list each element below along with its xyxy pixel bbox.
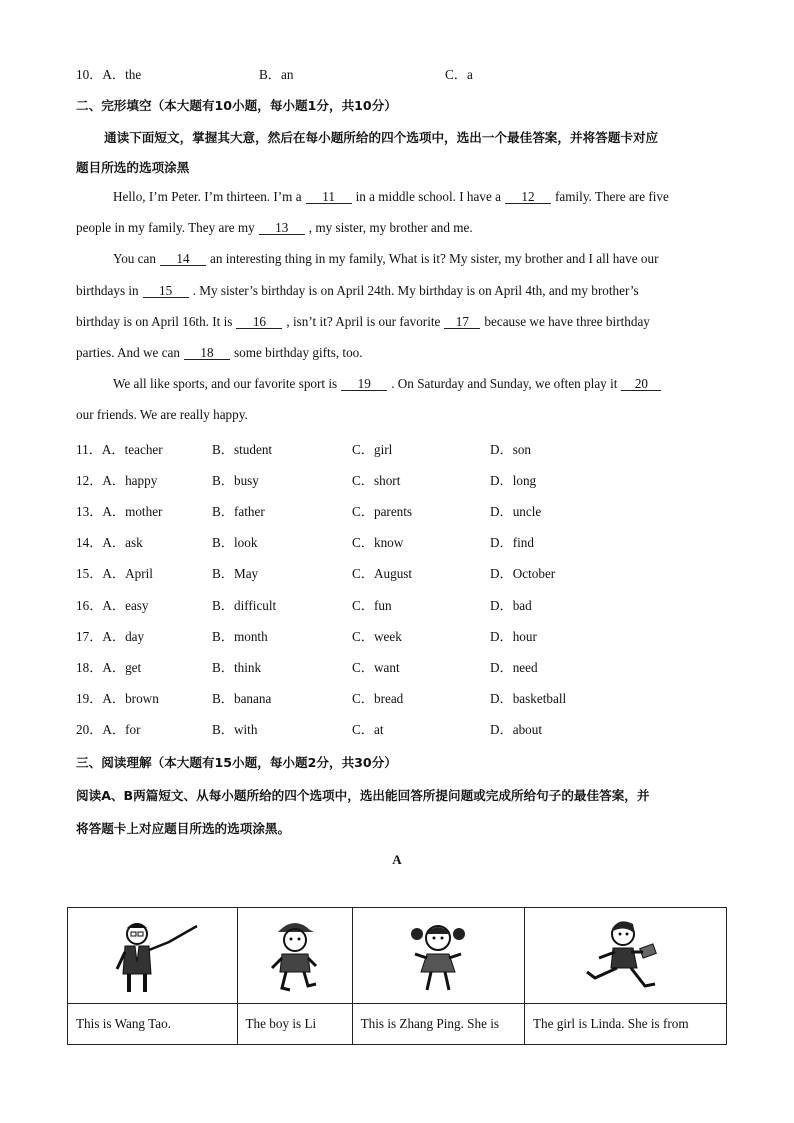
section-3-instruction-line2: 将答题卡上对应题目所选的选项涂黑。 — [76, 821, 291, 836]
picture-table — [67, 907, 727, 1045]
option-c: C．know — [352, 535, 404, 550]
passage-line: We all like sports, and our favorite sport is 19 . On Saturday and Sunday, we often play it 20 — [113, 376, 665, 392]
passage-a-title: A — [392, 852, 402, 867]
option-b: B．month — [212, 629, 268, 644]
question-number: 10．A．the — [76, 67, 142, 82]
option-b: B．look — [212, 535, 258, 550]
option-c: C．bread — [352, 691, 404, 706]
option-c: C．want — [352, 660, 400, 675]
option-c: C．a — [445, 67, 473, 82]
passage-line: parties. And we can 18 some birthday gifts, too. — [76, 345, 363, 360]
option-c: C．August — [352, 566, 413, 581]
option-row — [0, 439, 794, 459]
caption-cell: This is Wang Tao. — [68, 1004, 238, 1045]
blank-18: 18 — [184, 346, 230, 360]
blank-11: 11 — [306, 190, 352, 204]
option-c: C．girl — [352, 442, 393, 457]
section-2-instruction-line2: 题目所选的选项涂黑 — [76, 160, 190, 175]
option-a: 11．A．teacher — [76, 442, 163, 457]
section-3-instruction-line1: 阅读A、B两篇短文、从每小题所给的四个选项中，选出能回答所提问题或完成所给句子的最佳答案，并 — [76, 788, 650, 803]
option-a: 12．A．happy — [76, 473, 158, 488]
caption-cell: The boy is Li — [237, 1004, 352, 1045]
blank-12: 12 — [505, 190, 551, 204]
blank-19: 19 — [341, 377, 387, 391]
option-b: B．with — [212, 722, 258, 737]
option-b: B．student — [212, 442, 273, 457]
option-b: B．father — [212, 504, 265, 519]
passage-line: people in my family. They are my 13 , my sister, my brother and me. — [76, 220, 473, 235]
option-b: B．busy — [212, 473, 259, 488]
blank-16: 16 — [236, 315, 282, 329]
option-c: C．at — [352, 722, 384, 737]
passage-line: birthdays in 15 . My sister’s birthday is on April 24th. My birthday is on April 4th, and my brother’s — [76, 283, 639, 298]
blank-14: 14 — [160, 252, 206, 266]
option-d: D．son — [490, 442, 532, 457]
option-b: B．difficult — [212, 598, 277, 613]
passage-line: Hello, I’m Peter. I’m thirteen. I’m a 11 in a middle school. I have a 12 family. There are five — [113, 189, 669, 204]
passage-line: birthday is on April 16th. It is 16 , isn’t it? April is our favorite 17 because we have three birthday — [76, 314, 650, 329]
option-a: 20．A．for — [76, 722, 141, 737]
picture-cell — [352, 908, 524, 1004]
option-row — [0, 595, 794, 615]
option-row — [0, 532, 794, 552]
option-b: B．May — [212, 566, 259, 581]
option-d: D．find — [490, 535, 534, 550]
caption-cell: The girl is Linda. She is from — [524, 1004, 726, 1045]
option-a: 14．A．ask — [76, 535, 143, 550]
option-row — [0, 501, 794, 521]
passage-line: our friends. We are really happy. — [76, 407, 248, 422]
option-a: 19．A．brown — [76, 691, 159, 706]
option-row — [0, 719, 794, 739]
option-row — [0, 470, 794, 490]
option-a: 18．A．get — [76, 660, 142, 675]
option-c: C．fun — [352, 598, 392, 613]
option-d: D．long — [490, 473, 537, 488]
option-row — [0, 563, 794, 583]
option-a: 16．A．easy — [76, 598, 149, 613]
boy-with-cap-icon — [260, 914, 330, 994]
option-c: C．short — [352, 473, 401, 488]
option-row — [0, 657, 794, 677]
option-d: D．about — [490, 722, 543, 737]
picture-cell — [237, 908, 352, 1004]
caption-cell: This is Zhang Ping. She is — [352, 1004, 524, 1045]
option-d: D．need — [490, 660, 538, 675]
option-a: 17．A．day — [76, 629, 145, 644]
picture-cell — [68, 908, 238, 1004]
blank-20: 20 — [621, 377, 661, 391]
option-d: D．October — [490, 566, 556, 581]
section-2-heading: 二、完形填空（本大题有10小题，每小题1分，共10分） — [76, 98, 397, 113]
option-c: C．week — [352, 629, 402, 644]
girl-with-pigtails-icon — [393, 914, 483, 994]
blank-13: 13 — [259, 221, 305, 235]
option-d: D．basketball — [490, 691, 567, 706]
picture-cell — [524, 908, 726, 1004]
blank-15: 15 — [143, 284, 189, 298]
option-a: 13．A．mother — [76, 504, 163, 519]
option-row — [0, 626, 794, 646]
blank-17: 17 — [444, 315, 480, 329]
option-d: D．uncle — [490, 504, 542, 519]
option-b: B．an — [259, 67, 294, 82]
option-b: B．banana — [212, 691, 272, 706]
section-2-instruction-line1: 通读下面短文，掌握其大意，然后在每小题所给的四个选项中，选出一个最佳答案，并将答题卡对应 — [104, 130, 659, 145]
teacher-pointing-icon — [97, 914, 207, 994]
passage-line: You can 14 an interesting thing in my family, What is it? My sister, my brother and I all have our — [113, 251, 659, 266]
option-row — [0, 688, 794, 708]
section-3-heading: 三、阅读理解（本大题有15小题，每小题2分，共30分） — [76, 755, 397, 770]
option-d: D．bad — [490, 598, 532, 613]
girl-running-with-book-icon — [565, 914, 685, 994]
option-a: 15．A．April — [76, 566, 153, 581]
option-d: D．hour — [490, 629, 537, 644]
option-b: B．think — [212, 660, 262, 675]
option-c: C．parents — [352, 504, 413, 519]
question-10-row — [0, 64, 794, 84]
